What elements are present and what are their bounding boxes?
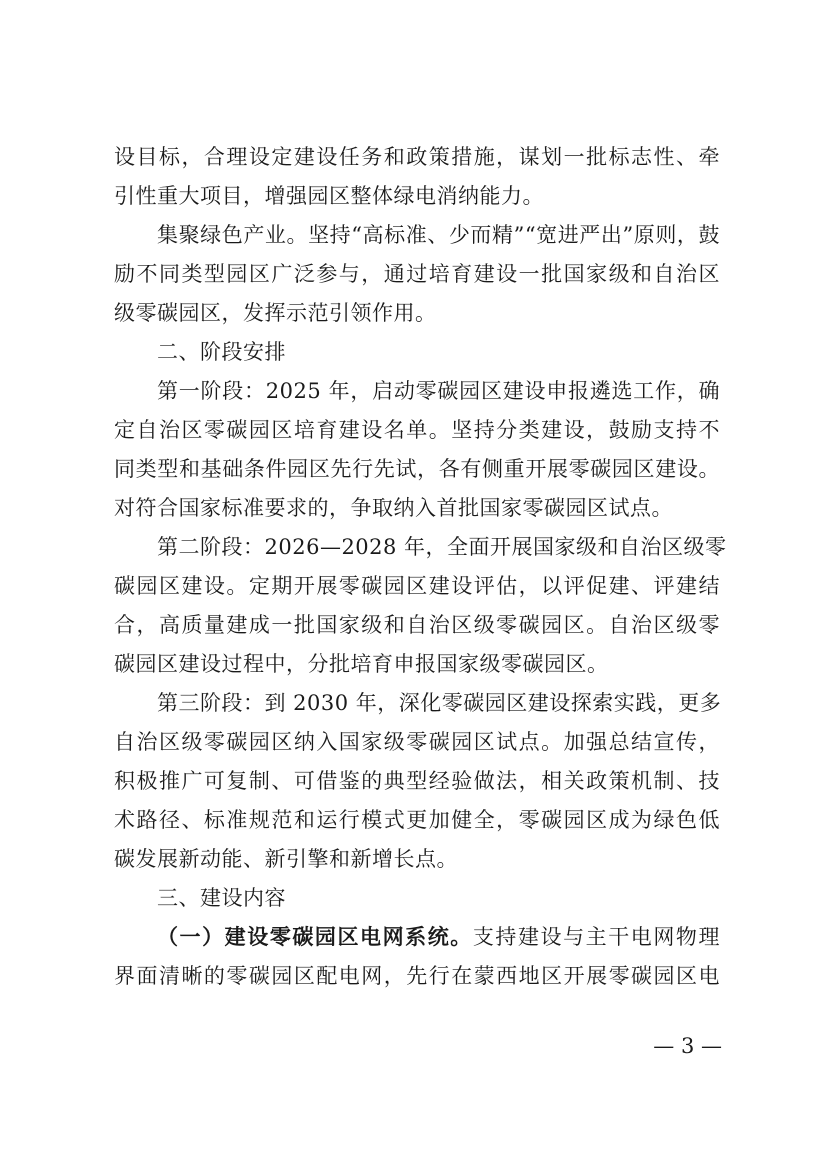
paragraph-text: 坚持“高标准、少而精”“宽进严出”原则，鼓: [308, 223, 721, 247]
paragraph-lead: 集聚绿色产业。: [157, 223, 309, 247]
paragraph-line: 积极推广可复制、可借鉴的典型经验做法，相关政策机制、技: [114, 769, 720, 793]
paragraph-line: 合，高质量建成一批国家级和自治区级零碳园区。自治区级零: [114, 613, 720, 637]
paragraph-line: 自治区级零碳园区纳入国家级零碳园区试点。加强总结宣传，: [114, 730, 720, 754]
paragraph-line: [114, 216, 720, 255]
subsection-heading: （一）建设零碳园区电网系统。: [157, 925, 473, 949]
section-heading: 二、阶段安排: [157, 340, 286, 364]
paragraph-line: 第三阶段：到 2030 年，深化零碳园区建设探索实践，更多: [157, 691, 722, 715]
document-body: [114, 138, 727, 996]
paragraph-line: [114, 918, 720, 957]
paragraph-line: 级零碳园区，发挥示范引领作用。: [114, 301, 437, 325]
paragraph-line: 术路径、标准规范和运行模式更加健全，零碳园区成为绿色低: [114, 808, 720, 832]
paragraph-line: 对符合国家标准要求的，争取纳入首批国家零碳园区试点。: [114, 496, 673, 520]
paragraph-line: 励不同类型园区广泛参与，通过培育建设一批国家级和自治区: [114, 262, 720, 286]
paragraph-line: 碳园区建设。定期开展零碳园区建设评估，以评促建、评建结: [114, 574, 720, 598]
paragraph-line: 设目标，合理设定建设任务和政策措施，谋划一批标志性、牵: [114, 145, 720, 169]
paragraph-text: 支持建设与主干电网物理: [472, 925, 720, 949]
section-heading: 三、建设内容: [157, 886, 286, 910]
paragraph-line: 引性重大项目，增强园区整体绿电消纳能力。: [114, 184, 544, 208]
paragraph-line: 定自治区零碳园区培育建设名单。坚持分类建设，鼓励支持不: [114, 418, 720, 442]
paragraph-line: 第一阶段：2025 年，启动零碳园区建设申报遴选工作，确: [157, 379, 720, 403]
paragraph-line: 碳发展新动能、新引擎和新增长点。: [114, 847, 458, 871]
page-number: — 3 —: [653, 1034, 722, 1058]
paragraph-line: 同类型和基础条件园区先行先试，各有侧重开展零碳园区建设。: [114, 457, 720, 481]
paragraph-line: 界面清晰的零碳园区配电网，先行在蒙西地区开展零碳园区电: [114, 964, 720, 988]
paragraph-line: 碳园区建设过程中，分批培育申报国家级零碳园区。: [114, 652, 609, 676]
paragraph-line: 第二阶段：2026—2028 年，全面开展国家级和自治区级零: [157, 535, 727, 559]
